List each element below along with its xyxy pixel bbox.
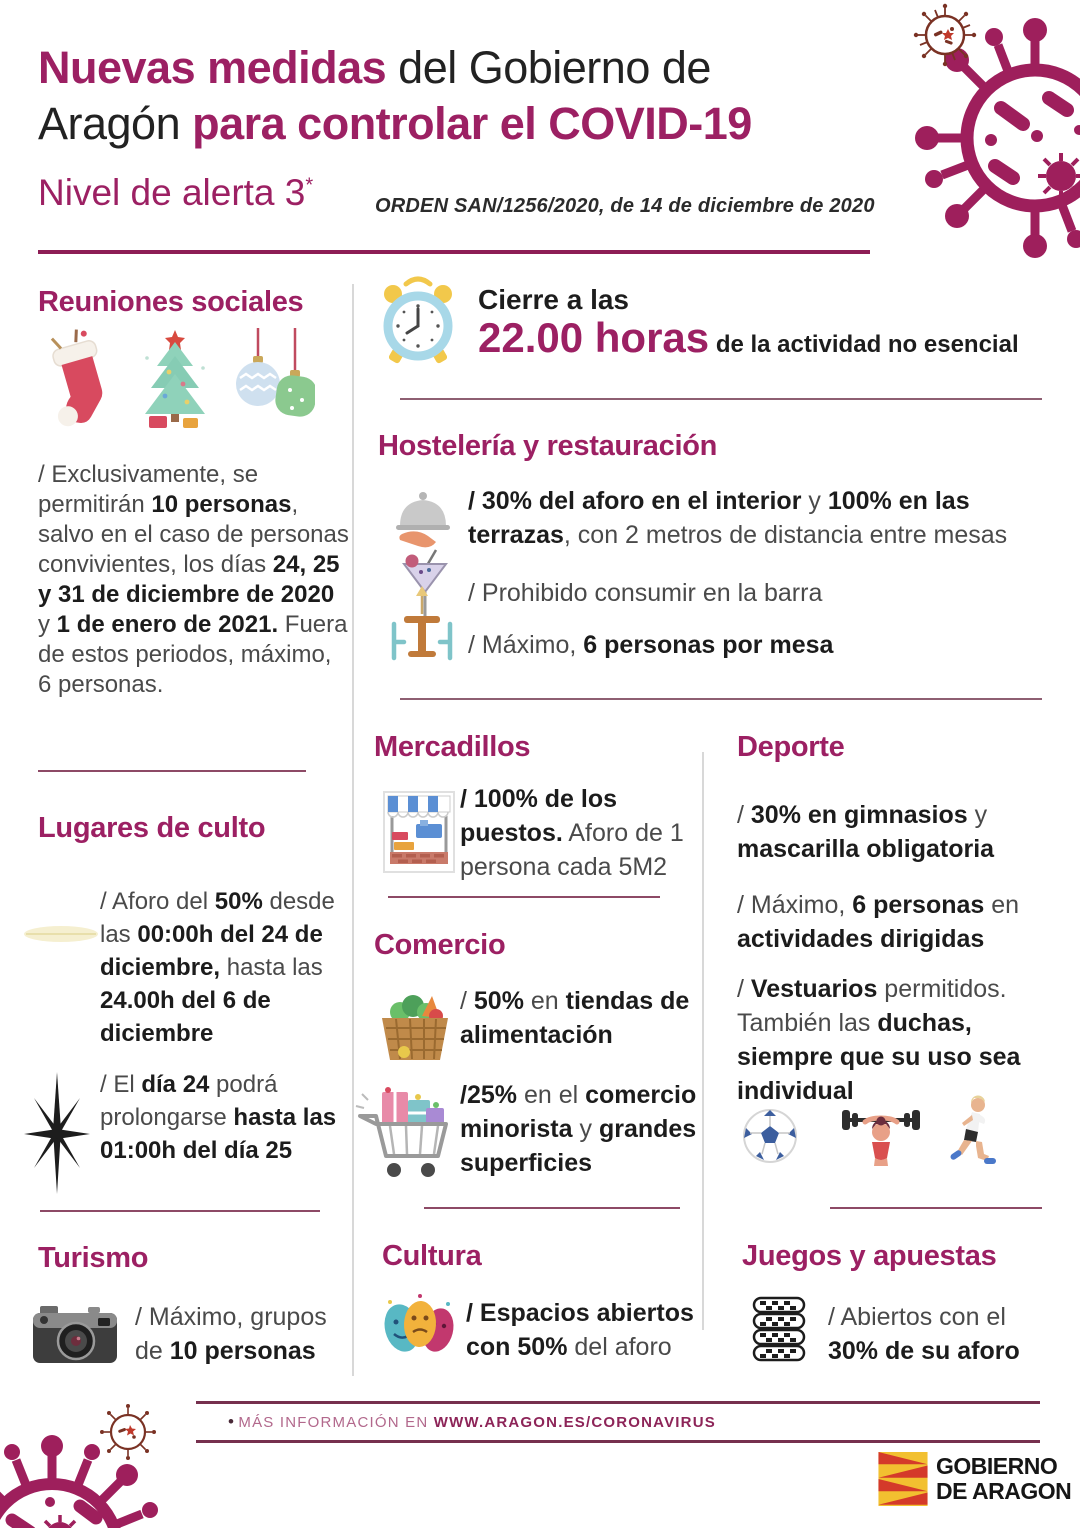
- camera-icon: [32, 1302, 118, 1368]
- divider-hosteleria: [400, 698, 1042, 700]
- section-heading-comercio: Comercio: [374, 929, 506, 961]
- alarm-clock-icon: [378, 276, 458, 368]
- order-reference: ORDEN SAN/1256/2020, de 14 de diciembre de 2020: [375, 195, 875, 217]
- page-title: [38, 40, 868, 152]
- candle-glow-icon: [22, 920, 100, 948]
- virus-outline-icon: [100, 1404, 156, 1460]
- closure-time: 22.00 horas: [478, 314, 710, 361]
- section-heading-juegos: Juegos y apuestas: [742, 1240, 997, 1272]
- hosteleria-item-3: / Máximo, 6 personas por mesa: [468, 631, 834, 659]
- section-heading-turismo: Turismo: [38, 1242, 149, 1274]
- closure-prefix: Cierre a las: [478, 284, 629, 315]
- section-heading-reuniones: Reuniones sociales: [38, 286, 304, 318]
- weightlifter-icon: [840, 1098, 922, 1170]
- cloche-icon: [392, 488, 454, 550]
- closure-suffix: de la actividad no esencial: [709, 331, 1019, 358]
- poker-chips-icon: [752, 1296, 806, 1364]
- soccer-ball-icon: [742, 1108, 798, 1164]
- header-divider: [38, 250, 870, 254]
- footer-info-text: MÁS INFORMACIÓN EN WWW.ARAGON.ES/CORONAVIRUS: [238, 1414, 716, 1431]
- section-heading-mercadillos: Mercadillos: [374, 731, 531, 763]
- title-rest-2: Aragón: [38, 98, 193, 149]
- footer-url: WWW.ARAGON.ES/CORONAVIRUS: [433, 1414, 716, 1431]
- alert-level-row: [38, 172, 313, 214]
- theater-masks-icon: [380, 1290, 458, 1364]
- closure-line: [478, 314, 1048, 362]
- title-accent-2: para controlar el COVID-19: [192, 98, 752, 149]
- section-heading-hosteleria: Hostelería y restauración: [378, 430, 718, 462]
- lugares-culto-item-1: / Aforo del 50% desde las 00:00h del 24 de diciembre, hasta las 24.00h del 6 de diciembre: [100, 888, 335, 1047]
- title-accent-1: Nuevas medidas: [38, 42, 387, 93]
- grocery-basket-icon: [376, 986, 454, 1066]
- section-heading-deporte: Deporte: [737, 731, 845, 763]
- footer-rule-bottom: [196, 1440, 1040, 1443]
- cultura-item-1: / Espacios abiertos con 50% del aforo: [466, 1299, 694, 1361]
- turismo-item-1: / Máximo, grupos de 10 personas: [135, 1303, 327, 1365]
- mercadillos-item-1: / 100% de los puestos. Aforo de 1 persona cada 5M2: [460, 785, 684, 881]
- lugares-culto-item-2: / El día 24 podrá prolongarse hasta las 01:00h del día 25: [100, 1071, 337, 1164]
- title-rest-1: del Gobierno de: [386, 42, 711, 93]
- divider-juegos: [830, 1207, 1042, 1209]
- alert-asterisk: *: [305, 174, 314, 197]
- column-separator-left: [352, 284, 354, 1376]
- table-chairs-icon: [388, 586, 456, 666]
- deporte-item-3: / Vestuarios permitidos. También las duchas, siempre que su uso sea individual: [737, 975, 1021, 1105]
- gobierno-aragon-wordmark: GOBIERNO DE ARAGON: [936, 1453, 1072, 1504]
- aragon-flag-icon: [878, 1452, 928, 1506]
- ornaments-icon: [236, 328, 315, 419]
- hosteleria-item-2: / Prohibido consumir en la barra: [468, 579, 823, 607]
- christmas-icons-row: [35, 328, 315, 440]
- deporte-item-1: / 30% en gimnasios y mascarilla obligatoria: [737, 801, 995, 863]
- runner-icon: [942, 1095, 1000, 1173]
- virus-icon: [848, 0, 1080, 274]
- bethlehem-star-icon: [22, 1072, 92, 1202]
- market-stall-icon: [382, 790, 456, 874]
- comercio-item-1: / 50% en tiendas de alimentación: [460, 987, 690, 1049]
- footer-bullet: •: [228, 1412, 234, 1431]
- hosteleria-item-1: / 30% del aforo en el interior y 100% en las terrazas, con 2 metros de distancia entre mesas: [468, 487, 1008, 549]
- section-heading-cultura: Cultura: [382, 1240, 482, 1272]
- juegos-item-1: / Abiertos con el 30% de su aforo: [828, 1303, 1020, 1365]
- alert-level: Nivel de alerta 3*: [38, 172, 314, 213]
- reuniones-text: / Exclusivamente, se permitirán 10 personas, salvo en el caso de personas convivientes, los días 24, 25 y 31 de diciembre de 2020 y 1 de enero de 2021. Fuera de estos periodos, máximo, 6 personas.: [38, 461, 349, 698]
- divider-mercadillos: [388, 896, 660, 898]
- comercio-item-2: /25% en el comercio minorista y grandes superficies: [460, 1081, 697, 1177]
- christmas-tree-icon: [145, 330, 205, 428]
- footer-rule-top: [196, 1401, 1040, 1404]
- shopping-cart-icon: [352, 1080, 456, 1184]
- gobierno-aragon-logo: [878, 1452, 1071, 1506]
- virus-icon: [0, 1390, 225, 1528]
- footer-info: [228, 1412, 716, 1432]
- divider-banner: [400, 398, 1042, 400]
- christmas-stocking-icon: [36, 328, 115, 429]
- deporte-item-2: / Máximo, 6 personas en actividades dirigidas: [737, 891, 1020, 953]
- virus-outline-icon: [914, 4, 976, 66]
- section-heading-lugares-culto: Lugares de culto: [38, 812, 266, 844]
- divider-left-1: [38, 770, 306, 772]
- divider-cultura: [424, 1207, 680, 1209]
- divider-left-2: [40, 1210, 320, 1212]
